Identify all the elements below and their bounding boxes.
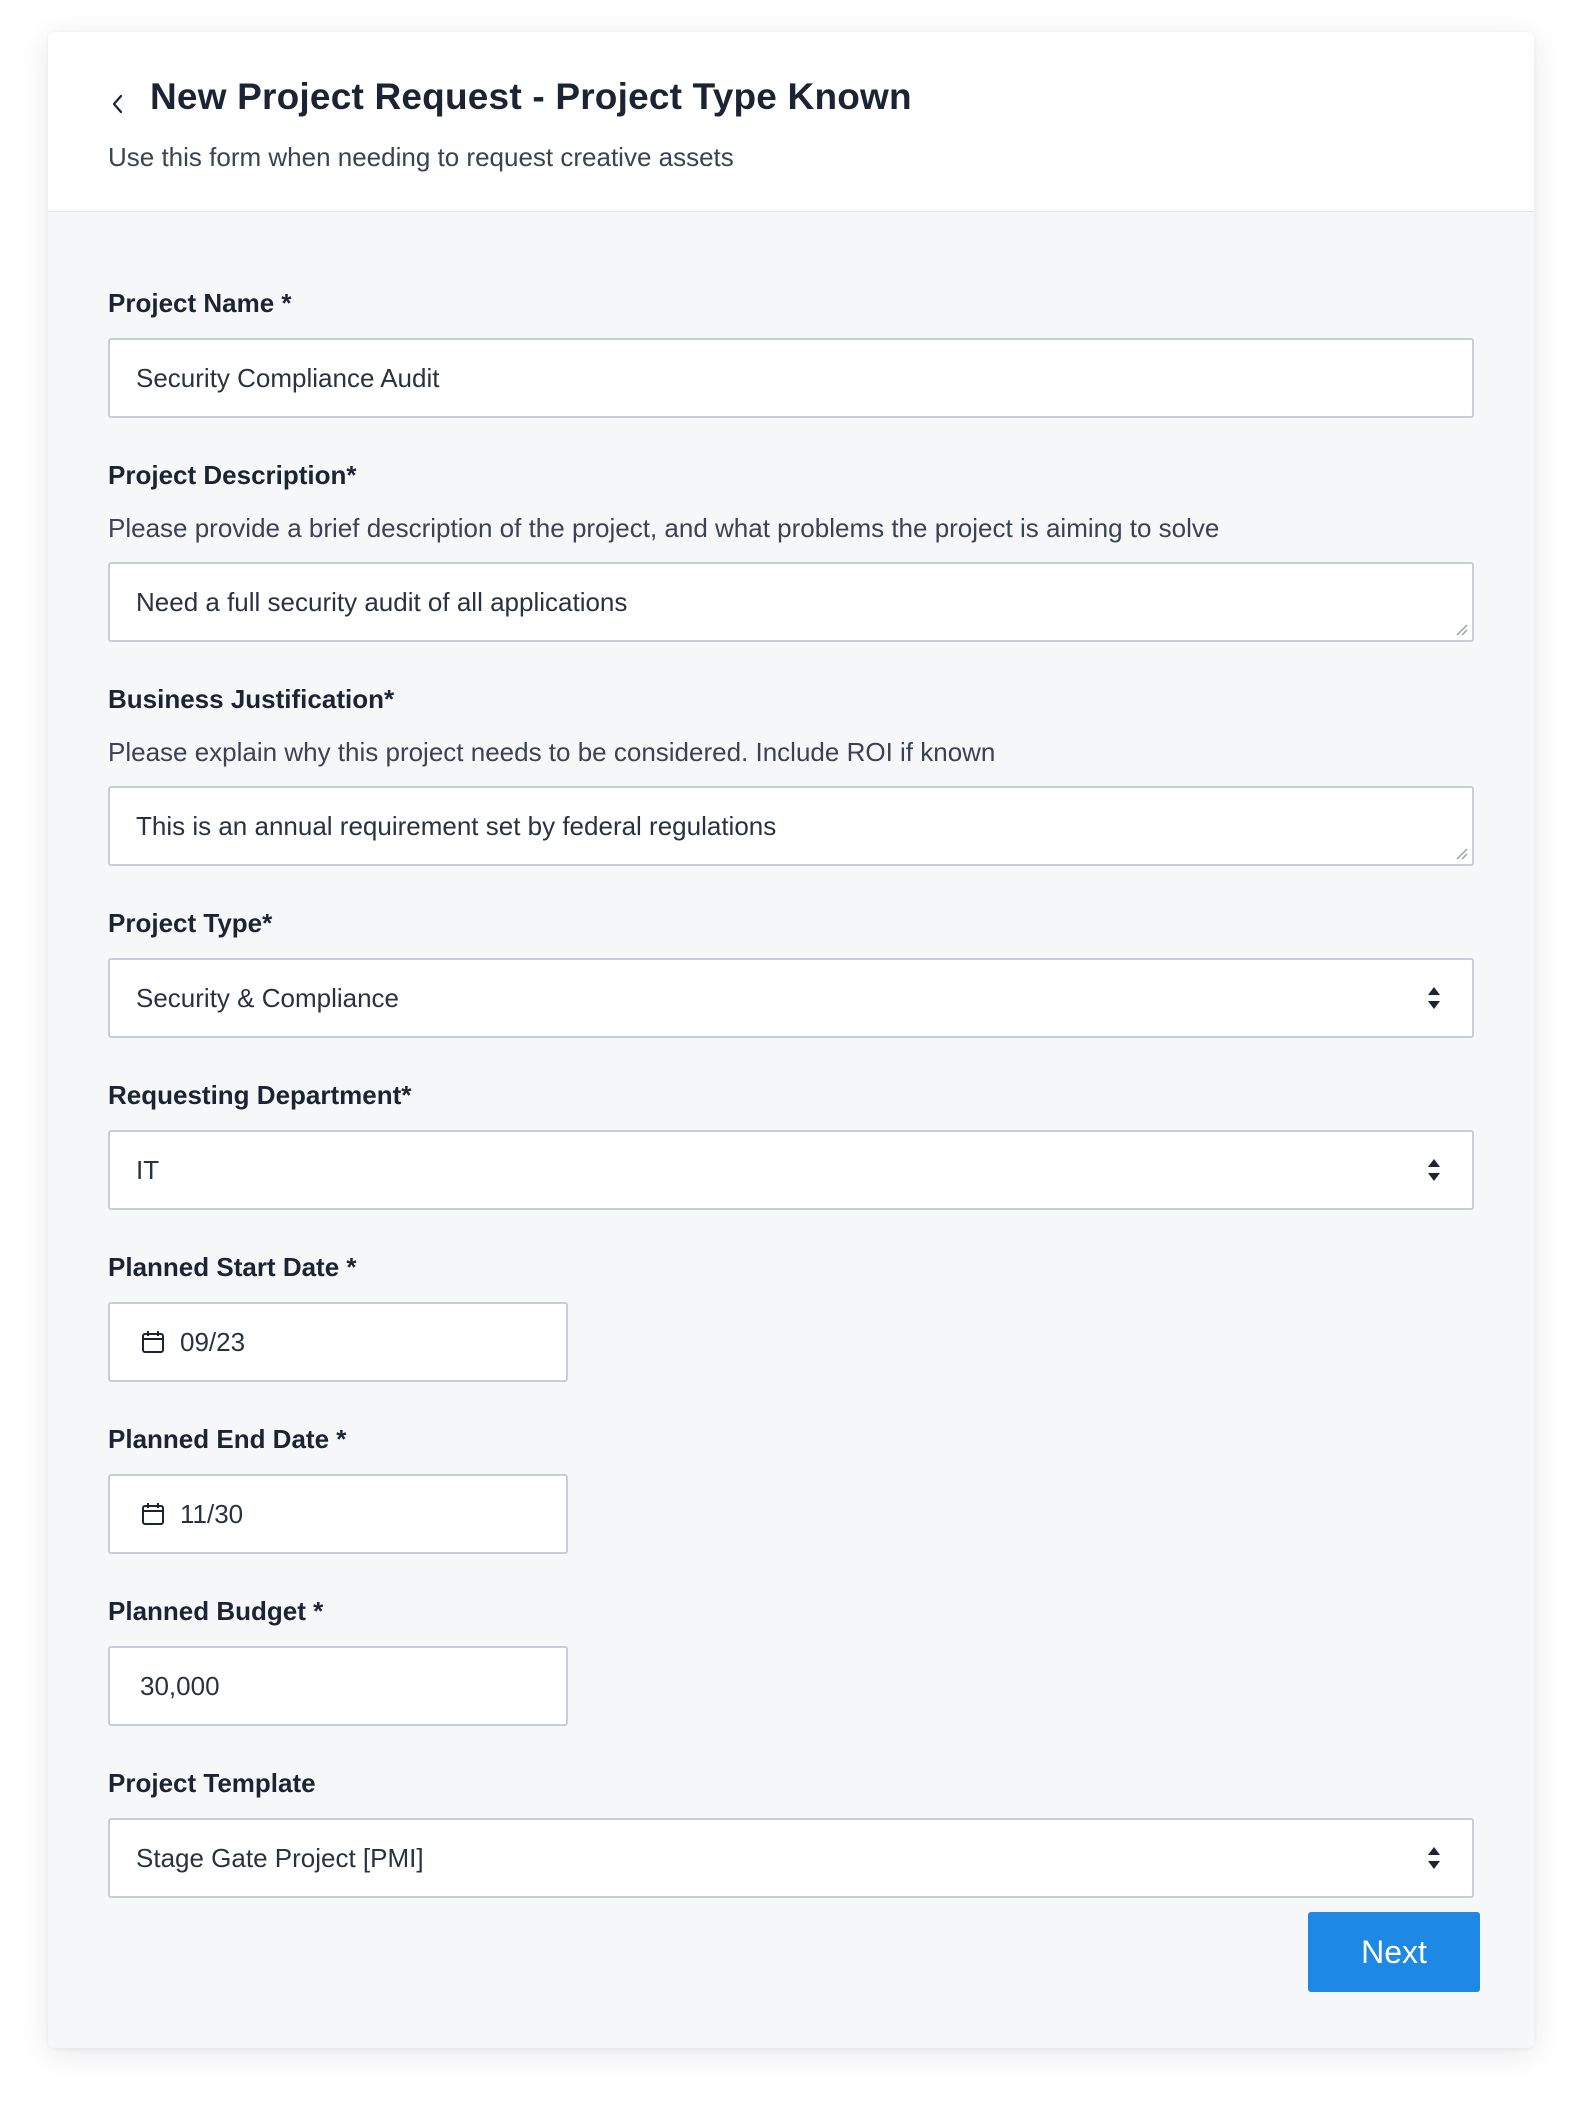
business-justification-textarea[interactable] [108,786,1474,866]
requesting-department-label: Requesting Department* [108,1080,412,1110]
planned-start-date-value: 09/23 [180,1326,246,1357]
project-template-select[interactable] [108,1818,1474,1898]
business-justification-value: This is an annual requirement set by federal regulations [136,810,777,841]
page-subtitle: Use this form when needing to request creative assets [108,142,734,172]
select-arrows-icon [1426,1844,1442,1872]
project-template-label: Project Template [108,1768,316,1798]
project-type-selected: Security & Compliance [136,982,399,1013]
project-name-input[interactable] [108,338,1474,418]
resize-handle-icon[interactable] [1452,844,1468,860]
project-description-label: Project Description* [108,460,357,490]
planned-end-date-value: 11/30 [180,1498,244,1529]
planned-end-date-input[interactable] [108,1474,568,1554]
planned-budget-input[interactable] [108,1646,568,1726]
planned-start-date-input[interactable] [108,1302,568,1382]
select-arrows-icon [1426,984,1442,1012]
calendar-icon [140,1329,166,1355]
project-description-value: Need a full security audit of all applications [136,586,628,617]
project-type-label: Project Type* [108,908,273,938]
page-title: New Project Request - Project Type Known [150,76,912,117]
back-button[interactable] [100,84,136,124]
form-header [48,32,1534,212]
project-name-value: Security Compliance Audit [136,362,440,393]
planned-budget-label: Planned Budget * [108,1596,324,1626]
project-type-select[interactable] [108,958,1474,1038]
planned-budget-value: 30,000 [140,1670,220,1701]
request-form-card [48,32,1534,2048]
project-name-label: Project Name * [108,288,292,318]
calendar-icon [140,1501,166,1527]
planned-start-date-label: Planned Start Date * [108,1252,357,1282]
project-description-textarea[interactable] [108,562,1474,642]
business-justification-label: Business Justification* [108,684,395,714]
requesting-department-select[interactable] [108,1130,1474,1210]
project-description-help: Please provide a brief description of the project, and what problems the project is aiming to solve [108,513,1220,543]
chevron-left-icon [110,92,126,116]
select-arrows-icon [1426,1156,1442,1184]
requesting-department-selected: IT [136,1154,160,1185]
project-template-selected: Stage Gate Project [PMI] [136,1842,424,1873]
planned-end-date-label: Planned End Date * [108,1424,347,1454]
next-button[interactable]: Next [1308,1912,1480,1992]
resize-handle-icon[interactable] [1452,620,1468,636]
business-justification-help: Please explain why this project needs to be considered. Include ROI if known [108,737,996,767]
